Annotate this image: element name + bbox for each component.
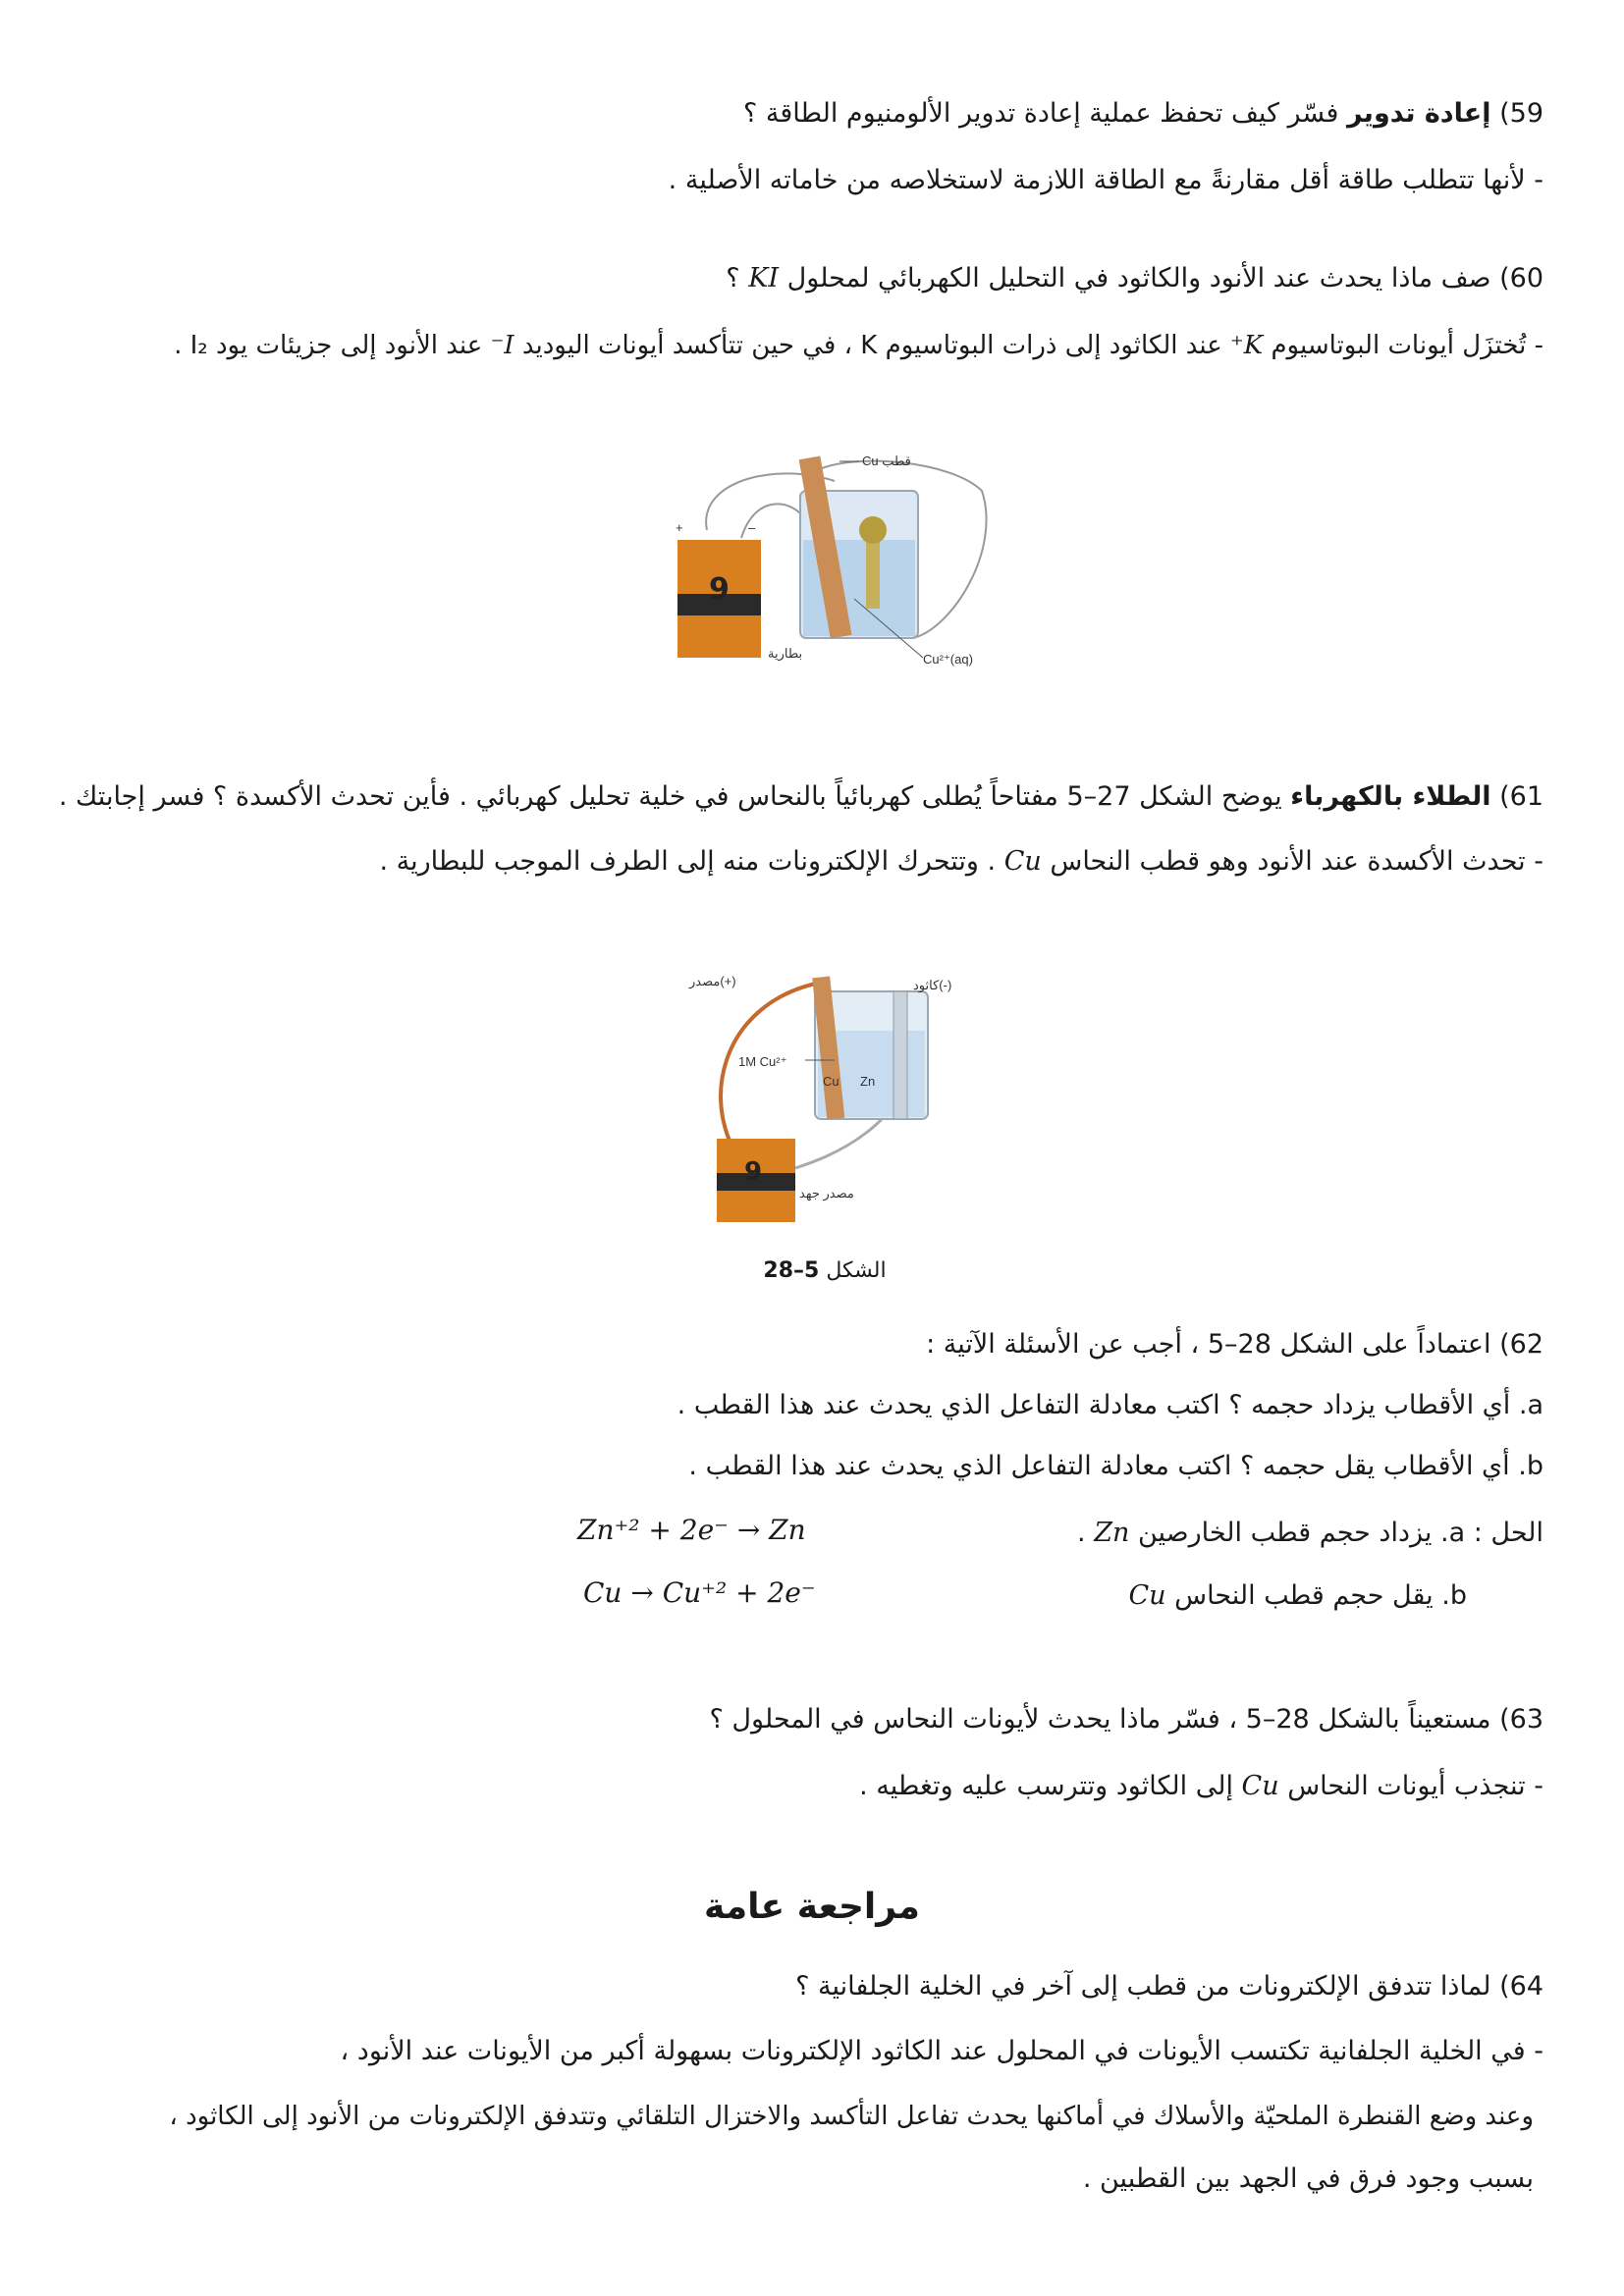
q62-part-a: a. أي الأقطاب يزداد حجمه ؟ اكتب معادلة التفاعل الذي يحدث عند هذا القطب . [677, 1390, 1543, 1420]
q63-question: 63) مستعيناً بالشكل 28–5 ، فسّر ماذا يحدث لأيونات النحاس في المحلول ؟ [709, 1704, 1543, 1735]
label-cu: Cu [823, 1074, 839, 1089]
equation-zn: Zn⁺² + 2e⁻ → Zn [577, 1514, 806, 1546]
label-cu-pole: Cu قطب [862, 454, 911, 468]
q64-question: 64) لماذا تتدفق الإلكترونات من قطب إلى آخر في الخلية الجلفانية ؟ [795, 1971, 1543, 2002]
label-source: مصدر(+) [689, 974, 736, 988]
battery-number: 9 [709, 572, 730, 607]
battery-number: 9 [744, 1157, 763, 1187]
cell-figure [677, 962, 992, 1227]
q61-answer: - تحدث الأكسدة عند الأنود وهو قطب النحاس Cu . وتتحرك الإلكترونات منه إلى الطرف الموجب للبطارية . [379, 846, 1543, 877]
electroplating-figure [658, 432, 992, 687]
label-concentration: 1M Cu²⁺ [738, 1054, 787, 1069]
q59-question: 59) إعادة تدوير فسّر كيف تحفظ عملية إعادة تدوير الألومنيوم الطاقة ؟ [742, 98, 1543, 129]
equation-cu: Cu → Cu⁺² + 2e⁻ [583, 1576, 816, 1609]
label-voltage-source: مصدر جهد [799, 1186, 854, 1201]
label-cu-ion: Cu²⁺(aq) [923, 652, 973, 667]
q62-part-b: b. أي الأقطاب يقل حجمه ؟ اكتب معادلة التفاعل الذي يحدث عند هذا القطب . [688, 1451, 1543, 1481]
section-title: مراجعة عامة [704, 1887, 920, 1927]
q61-question: 61) الطلاء بالكهرباء يوضح الشكل 27–5 مفتاحاً يُطلى كهربائياً بالنحاس في خلية تحليل كهربائي . فأين تحدث الأكسدة ؟ فسر إجابتك . [58, 781, 1543, 812]
q62-question: 62) اعتماداً على الشكل 28–5 ، أجب عن الأسئلة الآتية : [926, 1329, 1543, 1360]
q64-answer-line-2: وعند وضع القنطرة الملحيّة والأسلاك في أماكنها يحدث تفاعل التأكسد والاختزال التلقائي وتتدفق الإلكترونات من الأنود إلى الكاثود ، [169, 2102, 1534, 2131]
q60-answer: - تُختزَل أيونات البوتاسيوم K⁺ عند الكاثود إلى ذرات البوتاسيوم K ، في حين تتأكسد أيونات اليوديد I⁻ عند الأنود إلى جزيئات يود I₂ . [174, 331, 1543, 360]
label-battery: بطارية [768, 646, 803, 661]
label-cathode: كاثود(-) [913, 978, 952, 992]
label-minus: – [748, 520, 756, 535]
q62-solution-b: b. يقل حجم قطب النحاس Cu [1128, 1580, 1467, 1611]
q63-answer: - تنجذب أيونات النحاس Cu إلى الكاثود وتترسب عليه وتغطيه . [859, 1771, 1543, 1801]
q59-answer: - لأنها تتطلب طاقة أقل مقارنةً مع الطاقة اللازمة لاستخلاصه من خاماته الأصلية . [668, 165, 1543, 195]
label-zn: Zn [860, 1074, 876, 1089]
q64-answer-line-3: بسبب وجود فرق في الجهد بين القطبين . [1082, 2163, 1534, 2194]
q61-title: الطلاء بالكهرباء [1290, 781, 1491, 812]
q62-solution-a: الحل : a. يزداد حجم قطب الخارصين Zn . [1077, 1518, 1543, 1548]
zn-electrode [893, 991, 907, 1119]
q60-question: 60) صف ماذا يحدث عند الأنود والكاثود في التحليل الكهربائي لمحلول KI ؟ [726, 263, 1543, 294]
q59-title: إعادة تدوير [1347, 98, 1491, 129]
q64-answer-line-1: - في الخلية الجلفانية تكتسب الأيونات في المحلول عند الكاثود الإلكترونات بسهولة أكبر من الأيونات عند الأنود ، [340, 2036, 1543, 2066]
label-plus: + [676, 520, 683, 535]
figure-caption: الشكل 5–28 [763, 1258, 887, 1283]
